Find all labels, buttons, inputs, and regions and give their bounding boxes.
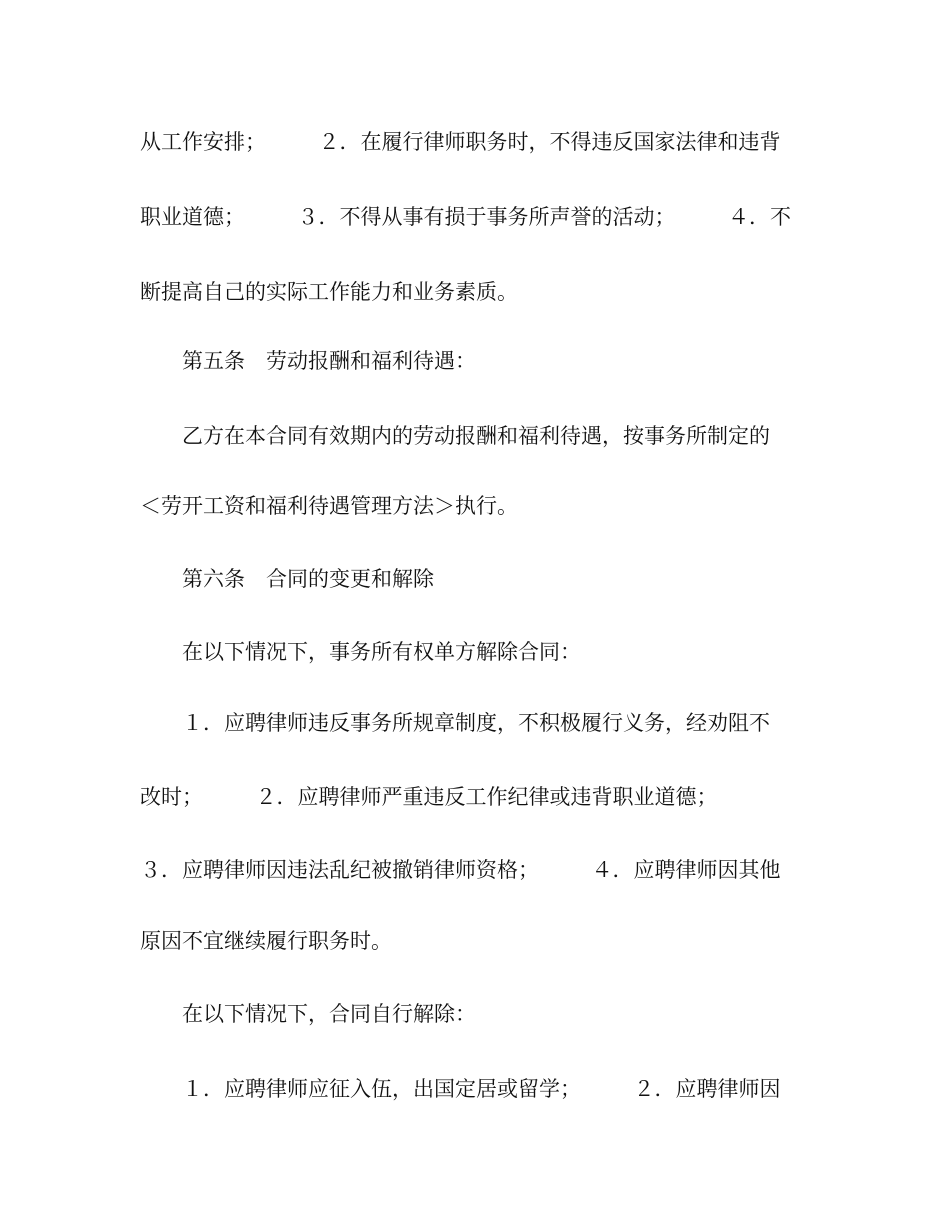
article-6-heading: 第六条 合同的变更和解除	[140, 567, 434, 591]
text-line-8: 在以下情况下，事务所有权单方解除合同：	[140, 640, 581, 664]
text-line-13: 在以下情况下，合同自行解除：	[140, 1002, 476, 1026]
text-line-9: １．应聘律师违反事务所规章制度，不积极履行义务，经劝阻不	[140, 711, 770, 735]
text-line-3: 断提高自己的实际工作能力和业务素质。	[140, 280, 518, 304]
text-line-11: ３．应聘律师因违法乱纪被撤销律师资格； ４．应聘律师因其他	[140, 858, 781, 882]
text-line-1: 从工作安排； ２．在履行律师职务时，不得违反国家法律和违背	[140, 130, 781, 154]
text-line-14: １．应聘律师应征入伍，出国定居或留学； ２．应聘律师因	[140, 1077, 781, 1101]
text-line-6: ＜劳开工资和福利待遇管理方法＞执行。	[140, 494, 518, 518]
text-line-5: 乙方在本合同有效期内的劳动报酬和福利待遇，按事务所制定的	[140, 424, 770, 448]
text-line-10: 改时； ２．应聘律师严重违反工作纪律或违背职业道德；	[140, 785, 718, 809]
text-line-12: 原因不宜继续履行职务时。	[140, 929, 392, 953]
text-line-2: 职业道德； ３．不得从事有损于事务所声誉的活动； ４．不	[140, 205, 791, 229]
article-5-heading: 第五条 劳动报酬和福利待遇：	[140, 349, 476, 373]
